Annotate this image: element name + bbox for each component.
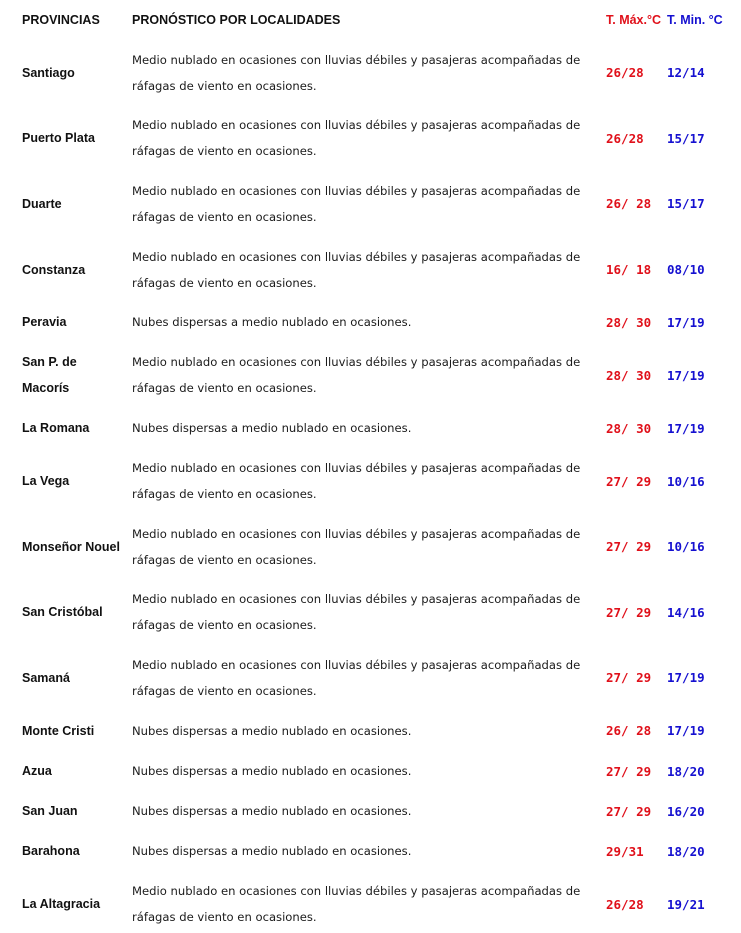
forecast-cell: Nubes dispersas a medio nublado en ocasiones. bbox=[132, 315, 412, 330]
header-max-temp: T. Máx.°C bbox=[606, 13, 662, 27]
max-temp-cell: 29/31 bbox=[606, 843, 644, 859]
min-temp-cell: 17/19 bbox=[667, 367, 705, 383]
forecast-cell: Nubes dispersas a medio nublado en ocasiones. bbox=[132, 421, 412, 436]
min-temp-cell: 15/17 bbox=[667, 130, 705, 146]
province-cell: San Juan bbox=[22, 804, 78, 819]
forecast-cell: Medio nublado en ocasiones con lluvias débiles y pasajeras acompañadas de ráfagas de viento en ocasiones. bbox=[132, 249, 581, 290]
header-forecast: PRONÓSTICO POR LOCALIDADES bbox=[132, 13, 341, 27]
table-row bbox=[14, 831, 741, 871]
min-temp-cell: 17/19 bbox=[667, 420, 705, 436]
province-cell: La Vega bbox=[22, 474, 70, 489]
province-cell: Samaná bbox=[22, 670, 70, 685]
table-row bbox=[14, 302, 741, 342]
max-temp-cell: 28/ 30 bbox=[606, 367, 652, 383]
table-row bbox=[14, 171, 741, 237]
min-temp-cell: 17/19 bbox=[667, 723, 705, 739]
table-row bbox=[14, 106, 741, 172]
max-temp-cell: 28/ 30 bbox=[606, 314, 652, 330]
forecast-cell: Medio nublado en ocasiones con lluvias débiles y pasajeras acompañadas de ráfagas de viento en ocasiones. bbox=[132, 183, 581, 224]
min-temp-cell: 19/21 bbox=[667, 896, 705, 912]
max-temp-cell: 26/28 bbox=[606, 130, 644, 146]
max-temp-cell: 26/28 bbox=[606, 65, 644, 81]
province-cell: La Altagracia bbox=[22, 897, 101, 912]
max-temp-cell: 16/ 18 bbox=[606, 262, 652, 278]
max-temp-cell: 27/ 29 bbox=[606, 604, 652, 620]
forecast-cell: Medio nublado en ocasiones con lluvias débiles y pasajeras acompañadas de ráfagas de viento en ocasiones. bbox=[132, 657, 581, 698]
min-temp-cell: 08/10 bbox=[667, 262, 705, 278]
forecast-cell: Medio nublado en ocasiones con lluvias débiles y pasajeras acompañadas de ráfagas de viento en ocasiones. bbox=[132, 526, 581, 567]
province-cell: San P. de Macorís bbox=[22, 355, 77, 396]
forecast-cell: Medio nublado en ocasiones con lluvias débiles y pasajeras acompañadas de ráfagas de viento en ocasiones. bbox=[132, 118, 581, 159]
province-cell: Monte Cristi bbox=[22, 723, 95, 738]
table-row bbox=[14, 40, 741, 106]
table-row bbox=[14, 791, 741, 831]
min-temp-cell: 10/16 bbox=[667, 539, 705, 555]
max-temp-cell: 26/ 28 bbox=[606, 723, 652, 739]
max-temp-cell: 26/ 28 bbox=[606, 196, 652, 212]
table-row bbox=[14, 871, 741, 933]
max-temp-cell: 27/ 29 bbox=[606, 763, 652, 779]
table-row bbox=[14, 343, 741, 409]
forecast-cell: Medio nublado en ocasiones con lluvias débiles y pasajeras acompañadas de ráfagas de viento en ocasiones. bbox=[132, 461, 581, 502]
province-cell: San Cristóbal bbox=[22, 605, 103, 620]
province-cell: Peravia bbox=[22, 315, 67, 330]
forecast-cell: Medio nublado en ocasiones con lluvias débiles y pasajeras acompañadas de ráfagas de viento en ocasiones. bbox=[132, 884, 581, 925]
forecast-cell: Nubes dispersas a medio nublado en ocasiones. bbox=[132, 804, 412, 819]
min-temp-cell: 18/20 bbox=[667, 763, 705, 779]
max-temp-cell: 27/ 29 bbox=[606, 670, 652, 686]
table-row bbox=[14, 408, 741, 448]
max-temp-cell: 27/ 29 bbox=[606, 803, 652, 819]
province-cell: Monseñor Nouel bbox=[22, 539, 120, 554]
header-province: PROVINCIAS bbox=[22, 13, 100, 27]
min-temp-cell: 12/14 bbox=[667, 65, 705, 81]
max-temp-cell: 27/ 29 bbox=[606, 539, 652, 555]
min-temp-cell: 15/17 bbox=[667, 196, 705, 212]
forecast-cell: Nubes dispersas a medio nublado en ocasiones. bbox=[132, 764, 412, 778]
forecast-cell: Medio nublado en ocasiones con lluvias débiles y pasajeras acompañadas de ráfagas de viento en ocasiones. bbox=[132, 355, 581, 396]
province-cell: Santiago bbox=[22, 65, 75, 80]
province-cell: Azua bbox=[22, 764, 52, 778]
max-temp-cell: 27/ 29 bbox=[606, 473, 652, 489]
table-row bbox=[14, 711, 741, 751]
province-cell: Duarte bbox=[22, 196, 62, 211]
forecast-cell: Nubes dispersas a medio nublado en ocasiones. bbox=[132, 844, 412, 859]
table-body bbox=[14, 40, 741, 933]
forecast-cell: Medio nublado en ocasiones con lluvias débiles y pasajeras acompañadas de ráfagas de viento en ocasiones. bbox=[132, 52, 581, 93]
max-temp-cell: 28/ 30 bbox=[606, 420, 652, 436]
province-cell: Barahona bbox=[22, 844, 80, 859]
min-temp-cell: 10/16 bbox=[667, 473, 705, 489]
table-row bbox=[14, 237, 741, 303]
province-cell: Constanza bbox=[22, 262, 86, 277]
forecast-table bbox=[14, 0, 741, 933]
table-row bbox=[14, 514, 741, 580]
header-min-temp: T. Min. °C bbox=[667, 13, 723, 27]
table-row bbox=[14, 645, 741, 711]
province-cell: La Romana bbox=[22, 421, 90, 436]
min-temp-cell: 18/20 bbox=[667, 843, 705, 859]
min-temp-cell: 14/16 bbox=[667, 604, 705, 620]
forecast-cell: Nubes dispersas a medio nublado en ocasiones. bbox=[132, 723, 412, 738]
table-row bbox=[14, 448, 741, 514]
min-temp-cell: 16/20 bbox=[667, 803, 705, 819]
max-temp-cell: 26/28 bbox=[606, 896, 644, 912]
min-temp-cell: 17/19 bbox=[667, 670, 705, 686]
min-temp-cell: 17/19 bbox=[667, 314, 705, 330]
table-header-row bbox=[14, 0, 741, 40]
province-cell: Puerto Plata bbox=[22, 131, 95, 146]
table-row bbox=[14, 580, 741, 646]
table-row bbox=[14, 751, 741, 791]
forecast-cell: Medio nublado en ocasiones con lluvias débiles y pasajeras acompañadas de ráfagas de viento en ocasiones. bbox=[132, 592, 581, 633]
